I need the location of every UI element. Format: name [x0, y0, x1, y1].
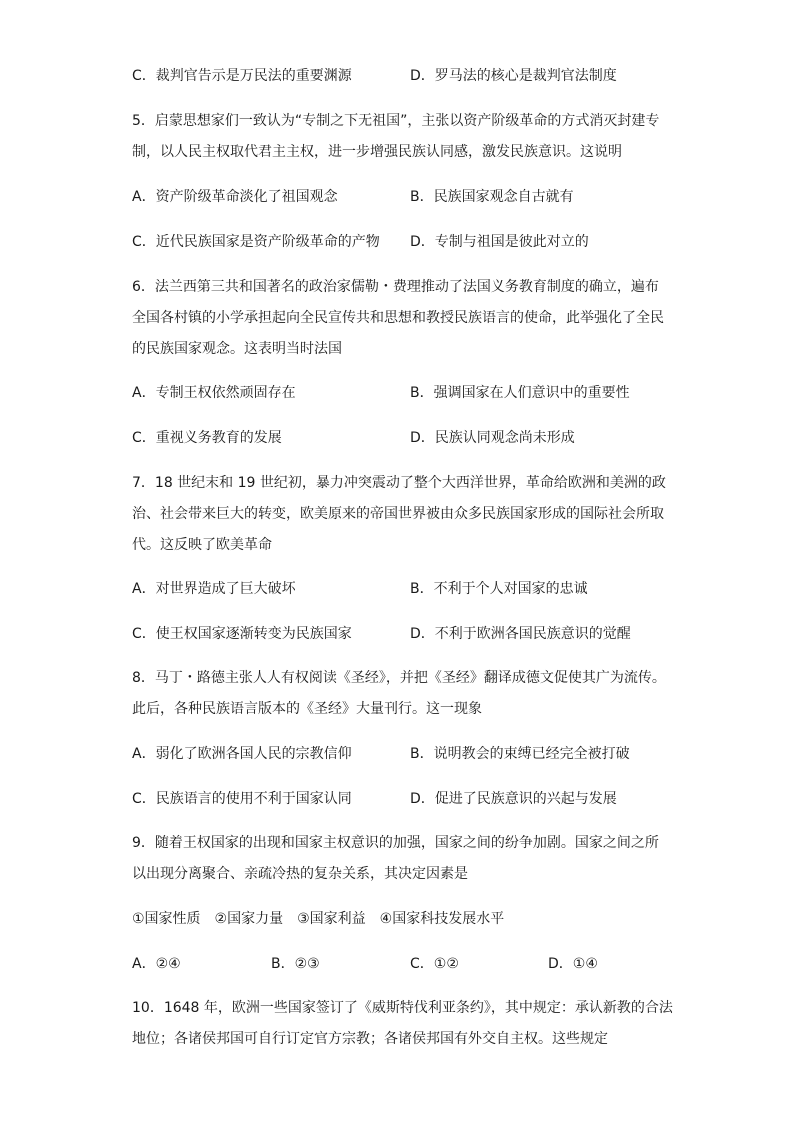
question-8-option-d[interactable]: D．促进了民族意识的兴起与发展 [410, 791, 617, 807]
question-9-option-b[interactable]: B．②③ [271, 956, 320, 972]
question-5-option-b[interactable]: B．民族国家观念自古就有 [410, 189, 574, 205]
question-6-option-c[interactable]: C．重视义务教育的发展 [132, 430, 282, 446]
question-7-line-1: 7．18 世纪末和 19 世纪初，暴力冲突震动了整个大西洋世界，革命给欧洲和美洲的政 [132, 475, 666, 491]
question-7-option-d[interactable]: D．不利于欧洲各国民族意识的觉醒 [410, 626, 631, 642]
question-5-line-2: 制，以人民主权取代君主主权，进一步增强民族认同感，激发民族意识。这说明 [132, 144, 622, 160]
question-9-line-2: 以出现分离聚合、亲疏冷热的复杂关系，其决定因素是 [132, 866, 468, 882]
question-8-line-1: 8．马丁・路德主张人人有权阅读《圣经》，并把《圣经》翻译成德文促使其广为流传。 [132, 670, 666, 686]
question-7-line-2: 治、社会带来巨大的转变，欧美原来的帝国世界被由众多民族国家形成的国际社会所取 [132, 506, 664, 522]
question-7-line-3: 代。这反映了欧美革命 [132, 537, 272, 553]
option-d-prev[interactable]: D．罗马法的核心是裁判官法制度 [410, 68, 617, 84]
question-7-option-a[interactable]: A．对世界造成了巨大破坏 [132, 581, 296, 597]
question-7-option-c[interactable]: C．使王权国家逐渐转变为民族国家 [132, 626, 352, 642]
question-6-option-a[interactable]: A．专制王权依然顽固存在 [132, 385, 296, 401]
question-6-line-2: 全国各村镇的小学承担起向全民宣传共和思想和教授民族语言的使命，此举强化了全民 [132, 310, 664, 326]
question-5-line-1: 5．启蒙思想家们一致认为“专制之下无祖国”，主张以资产阶级革命的方式消灭封建专 [132, 113, 660, 129]
question-9-option-d[interactable]: D．①④ [548, 956, 598, 972]
question-8-option-b[interactable]: B．说明教会的束缚已经完全被打破 [410, 746, 630, 762]
question-6-option-b[interactable]: B．强调国家在人们意识中的重要性 [410, 385, 630, 401]
question-8-option-c[interactable]: C．民族语言的使用不利于国家认同 [132, 791, 352, 807]
question-6-line-1: 6．法兰西第三共和国著名的政治家儒勒・费理推动了法国义务教育制度的确立，遍布 [132, 279, 659, 295]
question-5-option-c[interactable]: C．近代民族国家是资产阶级革命的产物 [132, 234, 380, 250]
question-6-line-3: 的民族国家观念。这表明当时法国 [132, 341, 342, 357]
question-8-option-a[interactable]: A．弱化了欧洲各国人民的宗教信仰 [132, 746, 352, 762]
question-9-option-a[interactable]: A．②④ [132, 956, 181, 972]
question-7-option-b[interactable]: B．不利于个人对国家的忠诚 [410, 581, 588, 597]
question-9-items: ①国家性质 ②国家力量 ③国家利益 ④国家科技发展水平 [132, 911, 505, 927]
question-9-line-1: 9．随着王权国家的出现和国家主权意识的加强，国家之间的纷争加剧。国家之间之所 [132, 835, 659, 851]
question-5-option-d[interactable]: D．专制与祖国是彼此对立的 [410, 234, 589, 250]
option-c-prev[interactable]: C．裁判官告示是万民法的重要渊源 [132, 68, 352, 84]
question-6-option-d[interactable]: D．民族认同观念尚未形成 [410, 430, 575, 446]
question-5-option-a[interactable]: A．资产阶级革命淡化了祖国观念 [132, 189, 338, 205]
question-10-line-1: 10．1648 年，欧洲一些国家签订了《威斯特伐利亚条约》，其中规定：承认新教的合法 [132, 1000, 673, 1016]
question-10-line-2: 地位；各诸侯邦国可自行订定官方宗教；各诸侯邦国有外交自主权。这些规定 [132, 1031, 608, 1047]
question-9-option-c[interactable]: C．①② [410, 956, 459, 972]
question-8-line-2: 此后，各种民族语言版本的《圣经》大量刊行。这一现象 [132, 701, 482, 717]
